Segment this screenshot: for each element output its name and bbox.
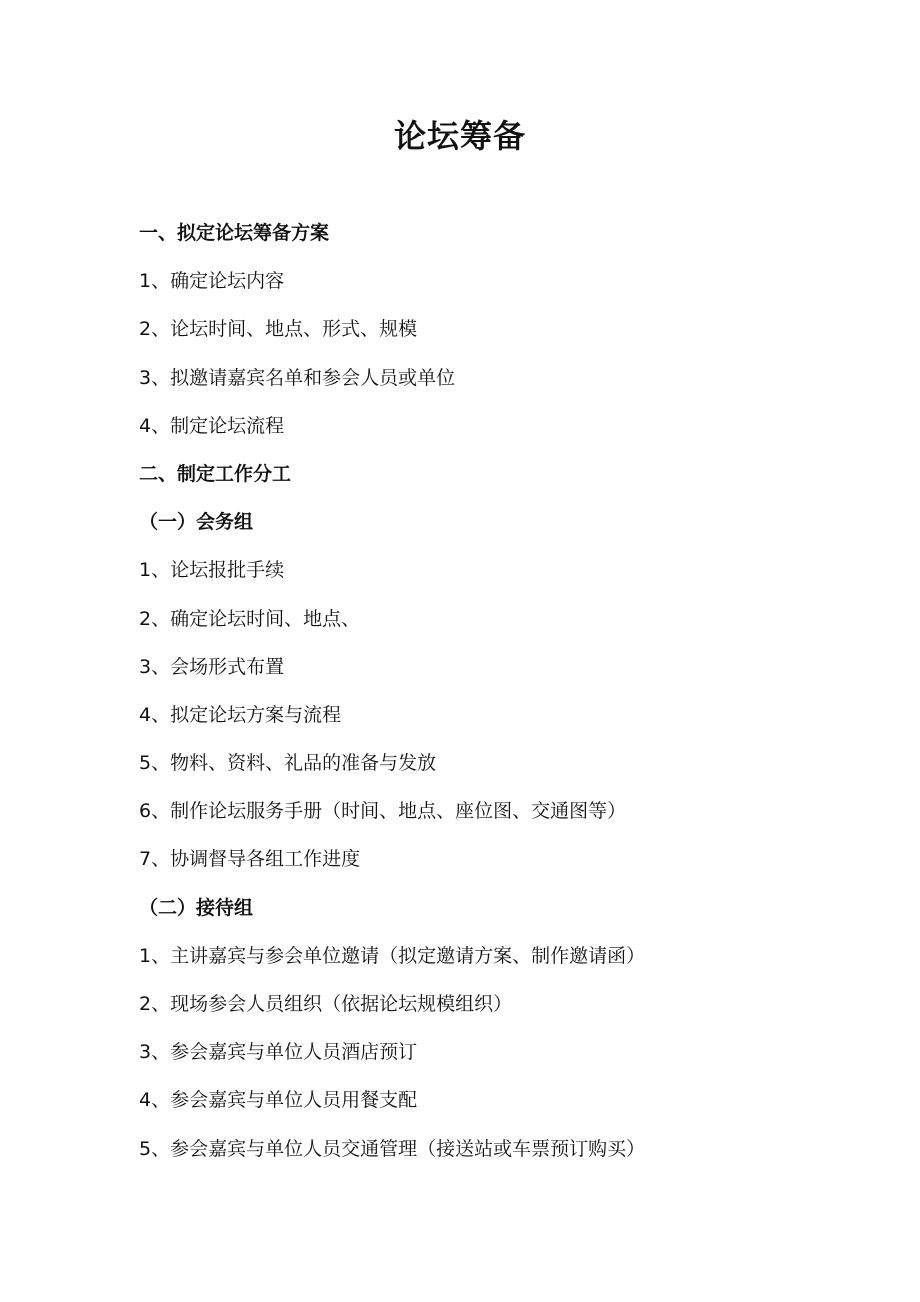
subsection-heading: （二）接待组 — [139, 896, 254, 919]
section-heading: 一、拟定论坛筹备方案 — [139, 222, 330, 244]
list-item: 4、制定论坛流程 — [139, 414, 285, 437]
list-item: 3、会场形式布置 — [139, 655, 285, 678]
list-item: 3、参会嘉宾与单位人员酒店预订 — [139, 1041, 418, 1064]
section-heading: 二、制定工作分工 — [139, 462, 292, 485]
list-item: 1、确定论坛内容 — [139, 270, 285, 293]
list-item: 3、拟邀请嘉宾名单和参会人员或单位 — [139, 366, 456, 389]
list-item: 4、拟定论坛方案与流程 — [139, 703, 342, 726]
list-item: 5、物料、资料、礼品的准备与发放 — [139, 752, 437, 775]
list-item: 7、协调督导各组工作进度 — [139, 848, 361, 871]
subsection-heading: （一）会务组 — [139, 511, 254, 534]
document-title: 论坛筹备 — [393, 117, 526, 155]
list-item: 1、论坛报批手续 — [139, 559, 285, 582]
list-item: 2、确定论坛时间、地点、 — [139, 607, 361, 630]
list-item: 2、现场参会人员组织（依据论坛规模组织） — [139, 993, 513, 1015]
document-body — [139, 214, 839, 1178]
list-item: 4、参会嘉宾与单位人员用餐支配 — [139, 1089, 418, 1112]
list-item: 1、主讲嘉宾与参会单位邀请（拟定邀请方案、制作邀请函） — [139, 944, 646, 967]
list-item: 5、参会嘉宾与单位人员交通管理（接送站或车票预订购买） — [139, 1137, 646, 1160]
list-item: 6、制作论坛服务手册（时间、地点、座位图、交通图等） — [139, 800, 627, 823]
list-item: 2、论坛时间、地点、形式、规模 — [139, 318, 418, 341]
